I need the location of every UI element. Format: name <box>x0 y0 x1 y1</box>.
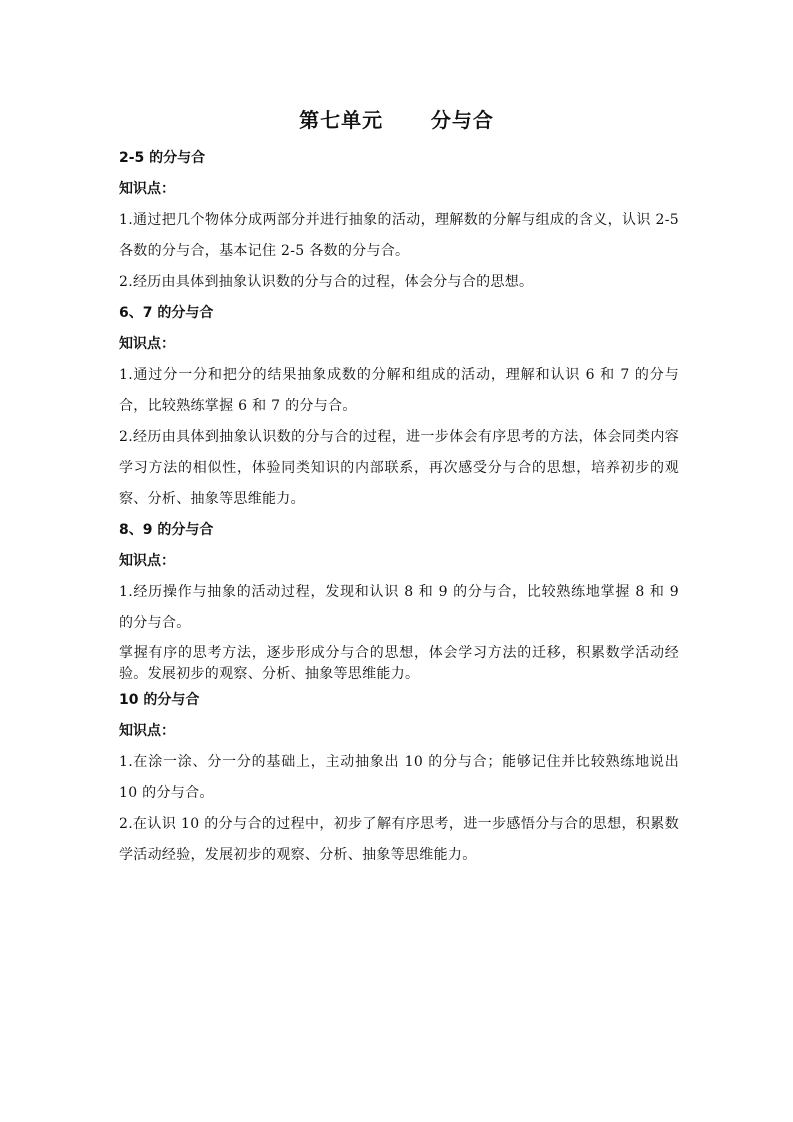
section-6-7 <box>119 298 679 515</box>
paragraph: 1.通过分一分和把分的结果抽象成数的分解和组成的活动，理解和认识 6 和 7 的分与合，比较熟练掌握 6 和 7 的分与合。 <box>119 367 679 414</box>
knowledge-points-label: 知识点： <box>119 181 175 197</box>
knowledge-points-label: 知识点： <box>119 723 175 739</box>
section-heading: 10 的分与合 <box>119 692 200 708</box>
section-heading: 6、7 的分与合 <box>119 305 214 321</box>
paragraph: 2.经历由具体到抽象认识数的分与合的过程，进一步体会有序思考的方法，体会同类内容学习方法的相似性，体验同类知识的内部联系，再次感受分与合的思想，培养初步的观察、分析、抽象等思维能力。 <box>119 429 679 507</box>
paragraph: 掌握有序的思考方法，逐步形成分与合的思想，体会学习方法的迁移，积累数学活动经验。发展初步的观察、分析、抽象等思维能力。 <box>119 645 679 682</box>
section-10 <box>119 685 679 871</box>
document-body <box>119 143 679 871</box>
section-2-5 <box>119 143 679 298</box>
paragraph: 2.在认识 10 的分与合的过程中，初步了解有序思考，进一步感悟分与合的思想，积累数学活动经验，发展初步的观察、分析、抽象等思维能力。 <box>119 816 679 863</box>
section-8-9 <box>119 515 679 685</box>
paragraph: 1.经历操作与抽象的活动过程，发现和认识 8 和 9 的分与合，比较熟练地掌握 8 和 9 的分与合。 <box>119 584 679 631</box>
paragraph: 1.通过把几个物体分成两部分并进行抽象的活动，理解数的分解与组成的含义，认识 2-5 各数的分与合，基本记住 2-5 各数的分与合。 <box>119 212 679 259</box>
knowledge-points-label: 知识点： <box>119 553 175 569</box>
paragraph: 1.在涂一涂、分一分的基础上，主动抽象出 10 的分与合；能够记住并比较熟练地说出 10 的分与合。 <box>119 754 679 801</box>
knowledge-points-label: 知识点： <box>119 336 175 352</box>
paragraph: 2.经历由具体到抽象认识数的分与合的过程，体会分与合的思想。 <box>119 274 534 290</box>
page-title: 第七单元 分与合 <box>299 108 494 132</box>
section-heading: 2-5 的分与合 <box>119 150 206 166</box>
section-heading: 8、9 的分与合 <box>119 522 214 538</box>
